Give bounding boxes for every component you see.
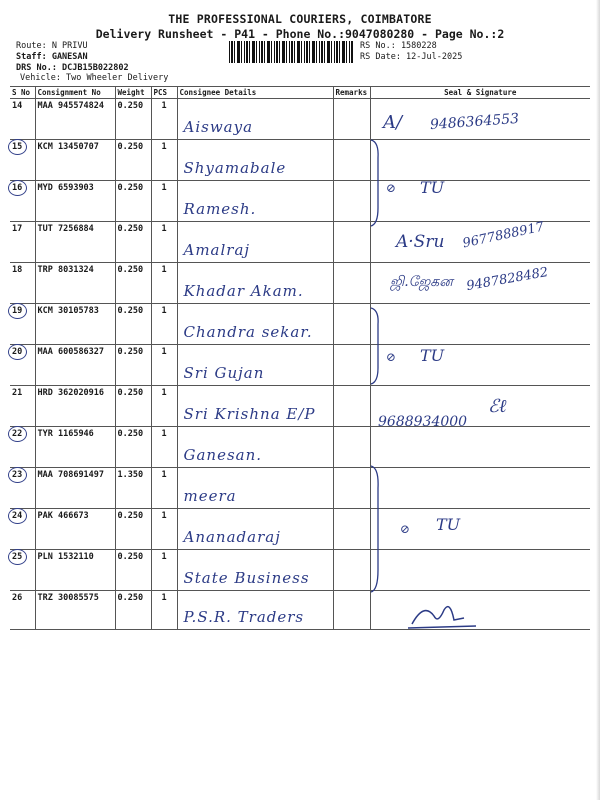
cell-pcs: 1 xyxy=(151,181,177,222)
cell-consignment-no: PAK 466673 xyxy=(35,509,115,550)
cell-weight: 0.250 xyxy=(115,591,151,630)
bracket-group-1 xyxy=(369,138,381,228)
seal-circle-icon-3: ⊘ xyxy=(400,522,411,536)
cell-pcs: 1 xyxy=(151,550,177,591)
table-row xyxy=(10,427,590,468)
phone-row18: 9487828482 xyxy=(465,264,550,295)
cell-seal-signature xyxy=(370,427,590,468)
seal-circle-icon-2: ⊘ xyxy=(386,350,397,364)
table-row xyxy=(10,468,590,509)
consignee-handwriting: Aiswaya xyxy=(183,118,254,136)
consignee-handwriting: meera xyxy=(183,487,237,505)
cell-sno xyxy=(10,263,35,304)
cell-sno xyxy=(10,99,35,140)
cell-remarks xyxy=(333,140,370,181)
cell-consignee xyxy=(177,468,333,509)
cell-consignment-no: TRP 8031324 xyxy=(35,263,115,304)
cell-sno xyxy=(10,140,35,181)
cell-pcs: 1 xyxy=(151,427,177,468)
seal-mark-2: TU xyxy=(420,346,445,365)
cell-consignment-no: KCM 30105783 xyxy=(35,304,115,345)
phone-row14: 9486364553 xyxy=(429,110,520,134)
barcode xyxy=(229,41,353,63)
serial-number: 15 xyxy=(12,142,23,152)
cell-consignment-no: MYD 6593903 xyxy=(35,181,115,222)
cell-weight: 0.250 xyxy=(115,550,151,591)
runsheet-table xyxy=(10,86,590,630)
signature-row14: A/ xyxy=(383,112,403,133)
table-row xyxy=(10,345,590,386)
consignee-handwriting: Ramesh. xyxy=(183,200,257,218)
cell-sno xyxy=(10,222,35,263)
cell-weight: 1.350 xyxy=(115,468,151,509)
cell-remarks xyxy=(333,345,370,386)
bracket-group-2 xyxy=(369,306,381,386)
cell-pcs: 1 xyxy=(151,468,177,509)
cell-consignee xyxy=(177,140,333,181)
cell-pcs: 1 xyxy=(151,140,177,181)
seal-mark-3: TU xyxy=(436,515,461,534)
seal-circle-icon: ⊘ xyxy=(386,181,397,195)
cell-sno xyxy=(10,591,35,630)
cell-consignment-no: MAA 708691497 xyxy=(35,468,115,509)
serial-number: 23 xyxy=(12,470,23,480)
table-row xyxy=(10,509,590,550)
col-pcs: PCS xyxy=(151,87,177,99)
cell-consignee xyxy=(177,509,333,550)
col-consignment: Consignment No xyxy=(35,87,115,99)
cell-consignment-no: TYR 1165946 xyxy=(35,427,115,468)
serial-number: 20 xyxy=(12,347,23,357)
cell-weight: 0.250 xyxy=(115,263,151,304)
cell-weight: 0.250 xyxy=(115,509,151,550)
cell-remarks xyxy=(333,181,370,222)
cell-seal-signature xyxy=(370,468,590,509)
consignee-handwriting: Ganesan. xyxy=(183,446,263,464)
cell-remarks xyxy=(333,386,370,427)
company-title: THE PROFESSIONAL COURIERS, COIMBATORE xyxy=(168,12,432,26)
table-header-row xyxy=(10,87,590,99)
table-row xyxy=(10,550,590,591)
serial-number: 24 xyxy=(12,511,23,521)
col-remarks: Remarks xyxy=(333,87,370,99)
cell-pcs: 1 xyxy=(151,509,177,550)
col-weight: Weight xyxy=(115,87,151,99)
serial-number: 14 xyxy=(12,101,23,111)
bracket-group-3 xyxy=(369,464,381,594)
signature-row17: A·Sru xyxy=(396,232,445,252)
phone-row21: 9688934000 xyxy=(378,414,468,430)
cell-pcs: 1 xyxy=(151,386,177,427)
cell-pcs: 1 xyxy=(151,591,177,630)
serial-number: 16 xyxy=(12,183,23,193)
serial-number: 25 xyxy=(12,552,23,562)
signature-row26 xyxy=(404,598,484,632)
serial-number: 18 xyxy=(12,265,23,275)
phone-row17: 9677888917 xyxy=(461,219,546,252)
runsheet-subtitle: Delivery Runsheet - P41 - Phone No.:9047080280 - Page No.:2 xyxy=(95,27,505,41)
cell-consignment-no: MAA 600586327 xyxy=(35,345,115,386)
cell-consignee xyxy=(177,263,333,304)
cell-sno xyxy=(10,550,35,591)
cell-consignee xyxy=(177,591,333,630)
cell-consignment-no: TUT 7256884 xyxy=(35,222,115,263)
cell-seal-signature xyxy=(370,181,590,222)
cell-pcs: 1 xyxy=(151,345,177,386)
cell-consignee xyxy=(177,345,333,386)
serial-number: 22 xyxy=(12,429,23,439)
cell-weight: 0.250 xyxy=(115,181,151,222)
route-label: Route: N PRIVU xyxy=(16,41,88,51)
col-seal-signature: Seal & Signature xyxy=(370,87,590,99)
cell-weight: 0.250 xyxy=(115,345,151,386)
cell-pcs: 1 xyxy=(151,263,177,304)
table-row xyxy=(10,140,590,181)
cell-remarks xyxy=(333,222,370,263)
cell-sno xyxy=(10,304,35,345)
cell-pcs: 1 xyxy=(151,99,177,140)
cell-remarks xyxy=(333,509,370,550)
cell-sno xyxy=(10,345,35,386)
cell-seal-signature xyxy=(370,345,590,386)
cell-weight: 0.250 xyxy=(115,140,151,181)
consignee-handwriting: Amalraj xyxy=(183,241,251,259)
cell-remarks xyxy=(333,468,370,509)
cell-pcs: 1 xyxy=(151,222,177,263)
table-row xyxy=(10,591,590,630)
cell-consignee xyxy=(177,386,333,427)
serial-number: 19 xyxy=(12,306,23,316)
consignee-handwriting: Sri Gujan xyxy=(183,364,265,382)
table-row xyxy=(10,181,590,222)
cell-seal-signature xyxy=(370,550,590,591)
cell-remarks xyxy=(333,304,370,345)
table-row xyxy=(10,304,590,345)
consignee-handwriting: Shyamabale xyxy=(183,159,287,177)
rs-number: RS No.: 1580228 xyxy=(360,41,437,51)
cell-remarks xyxy=(333,427,370,468)
cell-remarks xyxy=(333,550,370,591)
cell-consignee xyxy=(177,222,333,263)
consignee-handwriting: Khadar Akam. xyxy=(183,282,304,300)
cell-sno xyxy=(10,386,35,427)
consignee-handwriting: P.S.R. Traders xyxy=(183,608,305,626)
cell-consignee xyxy=(177,427,333,468)
signature-row18: ஜி.ஜேகன xyxy=(390,274,453,290)
cell-consignee xyxy=(177,99,333,140)
cell-consignee xyxy=(177,181,333,222)
serial-number: 26 xyxy=(12,593,23,603)
cell-weight: 0.250 xyxy=(115,222,151,263)
consignee-handwriting: Ananadaraj xyxy=(183,528,281,546)
signature-row21: ℰℓ xyxy=(488,396,507,417)
cell-remarks xyxy=(333,263,370,304)
cell-consignment-no: TRZ 30085575 xyxy=(35,591,115,630)
cell-seal-signature xyxy=(370,140,590,181)
consignee-handwriting: Sri Krishna E/P xyxy=(183,405,316,423)
cell-sno xyxy=(10,181,35,222)
rs-date: RS Date: 12-Jul-2025 xyxy=(360,52,463,62)
staff-label: Staff: GANESAN xyxy=(16,52,88,62)
cell-consignment-no: KCM 13450707 xyxy=(35,140,115,181)
scan-edge xyxy=(596,0,600,800)
cell-sno xyxy=(10,468,35,509)
cell-weight: 0.250 xyxy=(115,386,151,427)
cell-pcs: 1 xyxy=(151,304,177,345)
cell-consignee xyxy=(177,304,333,345)
col-consignee: Consignee Details xyxy=(177,87,333,99)
cell-consignment-no: PLN 1532110 xyxy=(35,550,115,591)
cell-remarks xyxy=(333,591,370,630)
serial-number: 17 xyxy=(12,224,23,234)
serial-number: 21 xyxy=(12,388,23,398)
cell-consignment-no: HRD 362020916 xyxy=(35,386,115,427)
cell-sno xyxy=(10,427,35,468)
col-sno: S No xyxy=(10,87,35,99)
cell-seal-signature xyxy=(370,304,590,345)
cell-sno xyxy=(10,509,35,550)
cell-weight: 0.250 xyxy=(115,99,151,140)
consignee-handwriting: Chandra sekar. xyxy=(183,323,313,341)
drs-number: DRS No.: DCJB15B022802 xyxy=(16,63,129,73)
cell-consignee xyxy=(177,550,333,591)
cell-remarks xyxy=(333,99,370,140)
cell-weight: 0.250 xyxy=(115,427,151,468)
vehicle-label: Vehicle: Two Wheeler Delivery xyxy=(20,73,169,83)
seal-mark-1: TU xyxy=(420,178,445,197)
cell-weight: 0.250 xyxy=(115,304,151,345)
cell-consignment-no: MAA 945574824 xyxy=(35,99,115,140)
consignee-handwriting: State Business xyxy=(183,569,310,587)
